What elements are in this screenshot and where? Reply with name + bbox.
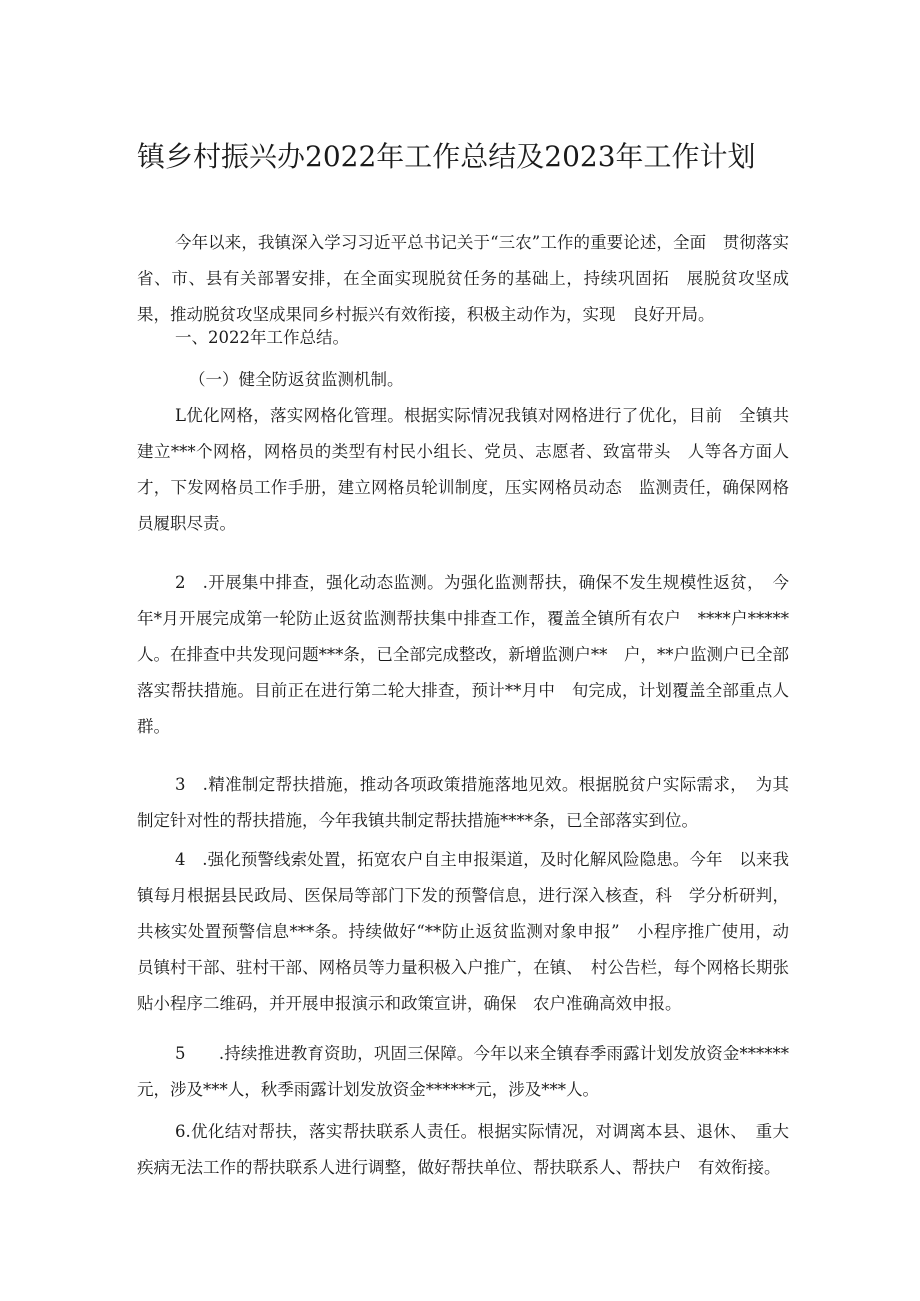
item-2-paragraph: 2 .开展集中排查，强化动态监测。为强化监测帮扶，确保不发生规模性返贫， 今年*月开展完成第一轮防止返贫监测帮扶集中排查工作，覆盖全镇所有农户 ****户*****人。在排查中共发现问题***条，已全部完成整改，新增监测户** 户，**户监测户已全部落实帮扶措施。目前正在进行第二轮大排查，预计**月中 旬完成，计划覆盖全部重点人群。 xyxy=(137,573,789,736)
item-3-paragraph: 3 .精准制定帮扶措施，推动各项政策措施落地见效。根据脱贫户实际需求， 为其制定针对性的帮扶措施，今年我镇共制定帮扶措施****条，已全部落实到位。 xyxy=(137,775,789,830)
item-6-paragraph: 6.优化结对帮扶，落实帮扶联系人责任。根据实际情况，对调离本县、退休、 重大疾病无法工作的帮扶联系人进行调整，做好帮扶单位、帮扶联系人、帮扶户 有效衔接。 xyxy=(137,1122,789,1177)
intro-paragraph: 今年以来，我镇深入学习习近平总书记关于“三农”工作的重要论述，全面 贯彻落实省、市、县有关部署安排，在全面实现脱贫任务的基础上，持续巩固拓 展脱贫攻坚成果，推动脱贫攻坚成果同乡村振兴有效衔接，积极主动作为，实现 良好开局。 xyxy=(137,233,789,324)
subsection-heading: （一）健全防返贫监测机制。 xyxy=(189,370,404,389)
item-1-paragraph: L优化网格，落实网格化管理。根据实际情况我镇对网格进行了优化，目前 全镇共建立***个网格，网格员的类型有村民小组长、党员、志愿者、致富带头 人等各方面人才，下发网格员工作手册，建立网格员轮训制度，压实网格员动态 监测责任，确保网格员履职尽责。 xyxy=(137,406,789,533)
item-4-paragraph: 4 .强化预警线索处置，拓宽农户自主申报渠道，及时化解风险隐患。今年 以来我镇每月根据县民政局、医保局等部门下发的预警信息，进行深入核查，科 学分析研判，共核实处置预警信息***条。持续做好“**防止返贫监测对象申报” 小程序推广使用，动员镇村干部、驻村干部、网格员等力量积极入户推广，在镇、 村公告栏，每个网格长期张贴小程序二维码，并开展申报演示和政策宣讲，确保 农户准确高效申报。 xyxy=(137,850,789,1013)
section-heading: 一、2022年工作总结。 xyxy=(175,328,349,347)
item-5-paragraph: 5 .持续推进教育资助，巩固三保障。今年以来全镇春季雨露计划发放资金******元，涉及***人，秋季雨露计划发放资金******元，涉及***人。 xyxy=(137,1044,789,1099)
document-title: 镇乡村振兴办2022年工作总结及2023年工作计划 xyxy=(137,140,756,173)
